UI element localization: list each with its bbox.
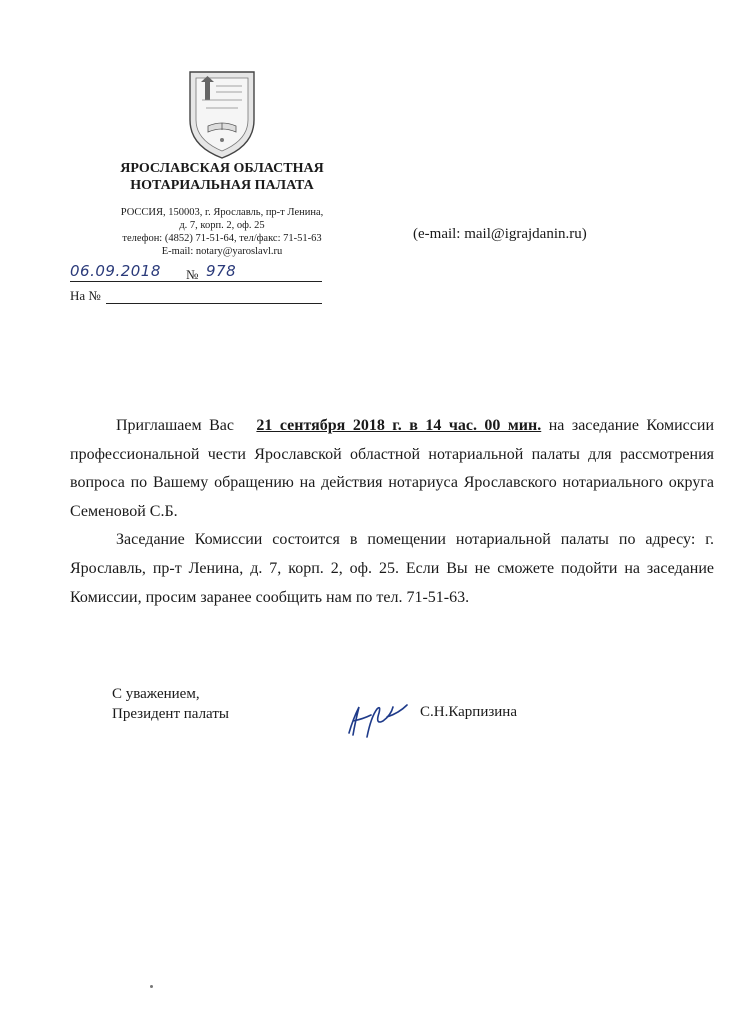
- organization-name: [100, 160, 344, 194]
- handwritten-date: 06.09.2018: [70, 262, 161, 280]
- reply-number-label: На №: [70, 288, 101, 303]
- scan-speck: [150, 985, 153, 988]
- reference-underline: [70, 281, 322, 282]
- invitation-rest: на заседание Комиссии профессиональной чести Ярославской областной нотариальной палаты для рассмотрения вопроса по Вашему обращению на действия нотариуса Ярославского нотариального округа Семеновой С.Б.: [70, 417, 715, 520]
- organization-name-line2: НОТАРИАЛЬНАЯ ПАЛАТА: [130, 178, 314, 193]
- handwritten-number: 978: [206, 262, 237, 280]
- organization-name-line1: ЯРОСЛАВСКАЯ ОБЛАСТНАЯ: [120, 161, 324, 176]
- signer-name: С.Н.Карпизина: [420, 704, 517, 720]
- closing-block: [112, 684, 229, 724]
- organization-email: E-mail: notary@yaroslavl.ru: [161, 246, 283, 257]
- reply-number-underline: [106, 303, 322, 304]
- regards-text: С уважением,: [112, 686, 200, 702]
- letter-body: [70, 412, 714, 612]
- incoming-reference: [70, 287, 322, 307]
- organization-contacts: [100, 206, 344, 258]
- handwritten-signature-icon: [343, 697, 411, 741]
- notary-chamber-crest-icon: [186, 68, 258, 160]
- recipient-email: (e-mail: mail@igrajdanin.ru): [413, 226, 587, 242]
- outgoing-reference: [70, 262, 322, 284]
- paragraph-invitation: [70, 412, 714, 526]
- meeting-datetime: 21 сентября 2018 г. в 14 час. 00 мин.: [256, 417, 542, 434]
- number-label: №: [186, 267, 199, 282]
- phone-line: телефон: (4852) 71-51-64, тел/факс: 71-51-63: [122, 233, 322, 244]
- signer-position: Президент палаты: [112, 706, 229, 722]
- address-line1: РОССИЯ, 150003, г. Ярославль, пр-т Ленина,: [120, 207, 324, 218]
- address-line2: д. 7, корп. 2, оф. 25: [179, 220, 265, 231]
- invitation-start: Приглашаем Вас: [116, 417, 234, 434]
- paragraph-meeting-place: Заседание Комиссии состоится в помещении нотариальной палаты по адресу: г. Ярославль, пр-т Ленина, д. 7, корп. 2, оф. 25. Если Вы не сможете подойти на заседание Комиссии, просим заранее сообщить нам по тел. 71-51-63.: [70, 531, 714, 606]
